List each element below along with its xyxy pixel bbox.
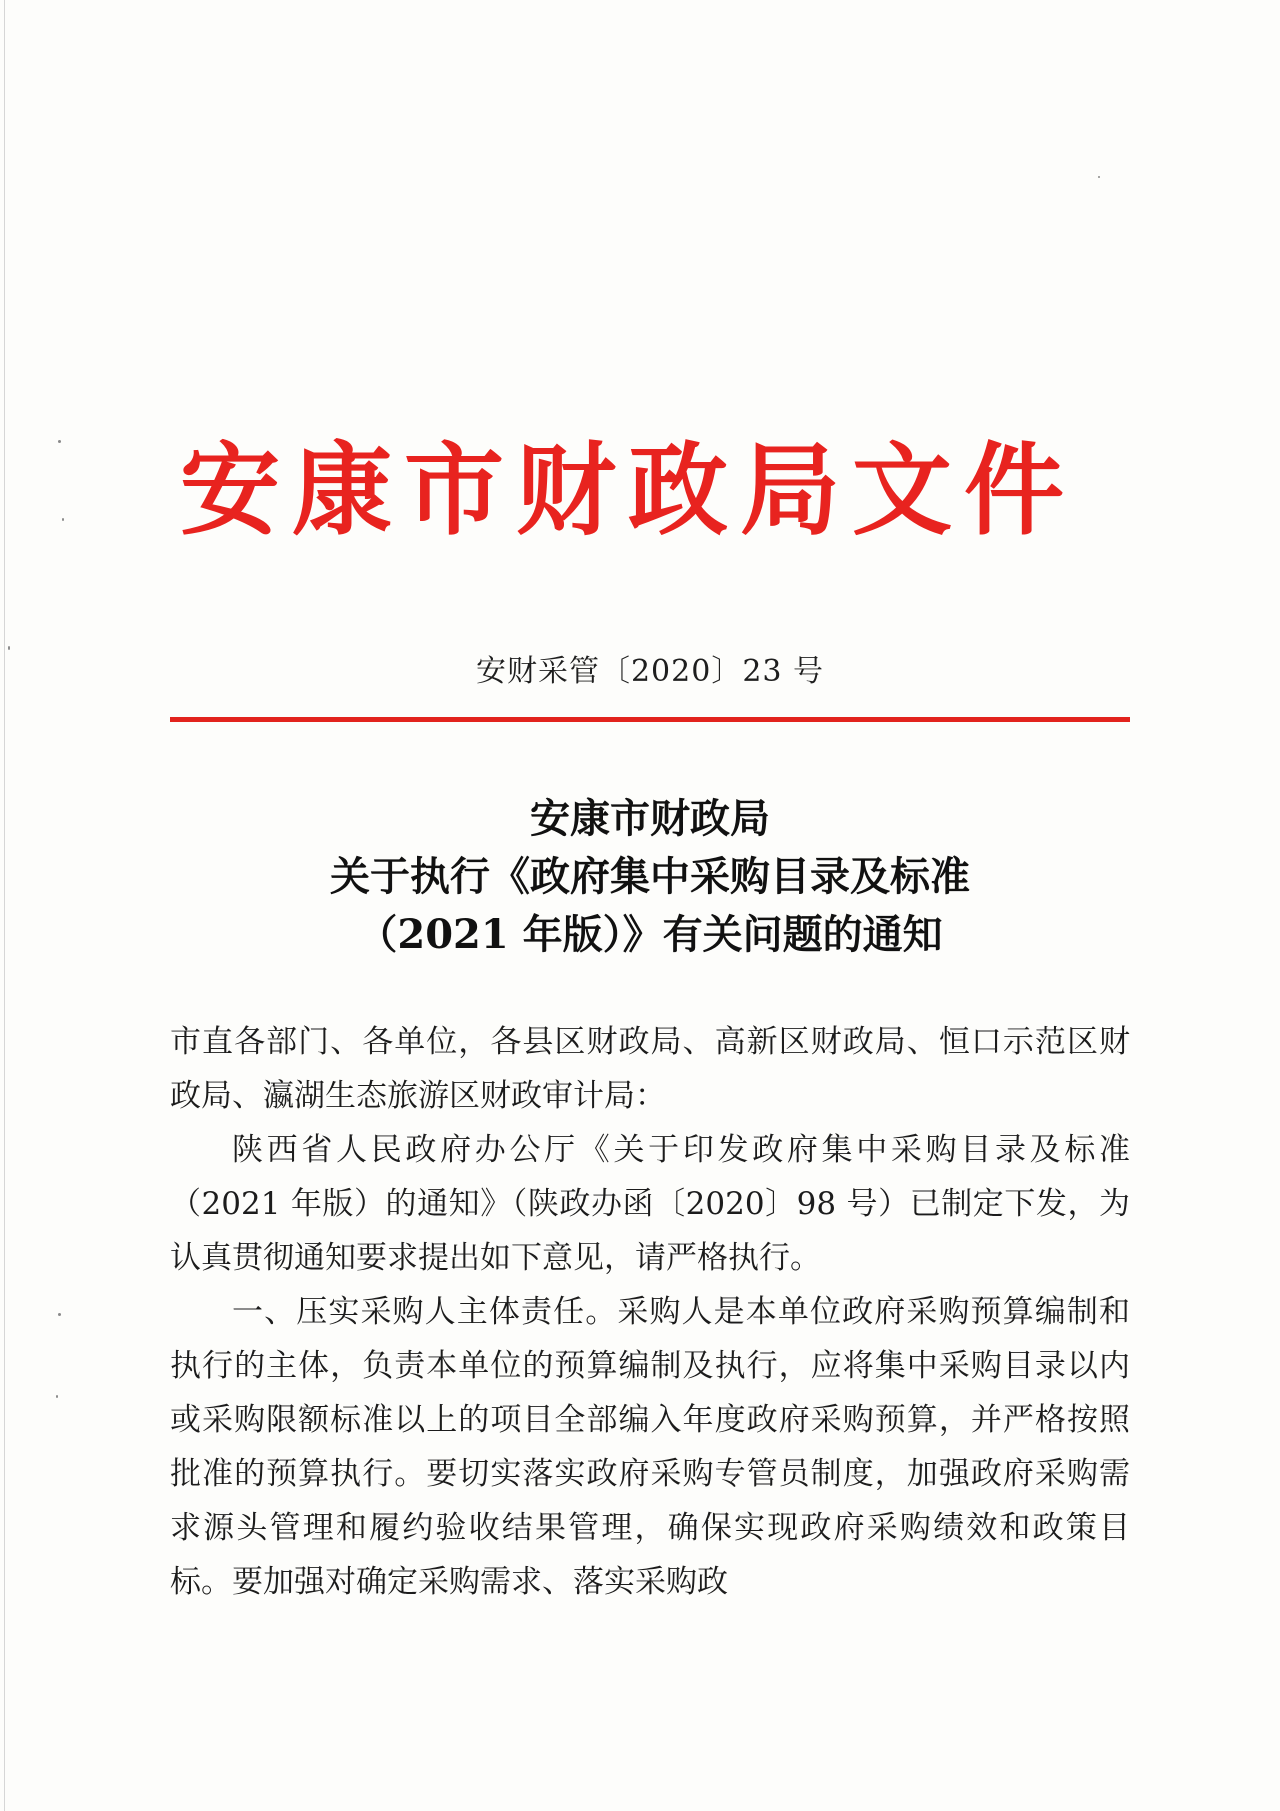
paragraph-item-1: 一、压实采购人主体责任。采购人是本单位政府采购预算编制和执行的主体，负责本单位的预算编制及执行，应将集中采购目录以内或采购限额标准以上的项目全部编入年度政府采购预算，并严格按照批准的预算执行。要切实落实政府采购专管员制度，加强政府采购需求源头管理和履约验收结果管理，确保实现政府采购绩效和政策目标。要加强对确定采购需求、落实采购政 <box>170 1294 1130 1600</box>
notice-body <box>170 1015 1130 1609</box>
scan-speck <box>62 518 64 521</box>
title-line-1: 安康市财政局 <box>530 795 770 842</box>
document-number: 安财采管〔2020〕23 号 <box>475 654 825 689</box>
notice-title <box>0 790 1280 964</box>
title-line-2: 关于执行《政府集中采购目录及标准 <box>330 853 970 900</box>
scan-speck <box>58 440 61 443</box>
title-line-3: （2021 年版）》有关问题的通知 <box>357 911 943 958</box>
salutation: 市直各部门、各单位，各县区财政局、高新区财政局、恒口示范区财政局、瀛湖生态旅游区财政审计局： <box>170 1024 1130 1114</box>
scan-speck <box>56 1395 58 1398</box>
scan-speck <box>1098 176 1100 178</box>
issuer-header-title: 安康市财政局文件 <box>180 431 1076 549</box>
scan-speck <box>8 646 10 650</box>
scan-speck <box>58 1313 61 1316</box>
red-separator-rule <box>170 717 1130 722</box>
paragraph-intro: 陕西省人民政府办公厅《关于印发政府集中采购目录及标准（2021 年版）的通知》（陕政办函〔2020〕98 号）已制定下发，为认真贯彻通知要求提出如下意见，请严格执行。 <box>170 1132 1130 1276</box>
